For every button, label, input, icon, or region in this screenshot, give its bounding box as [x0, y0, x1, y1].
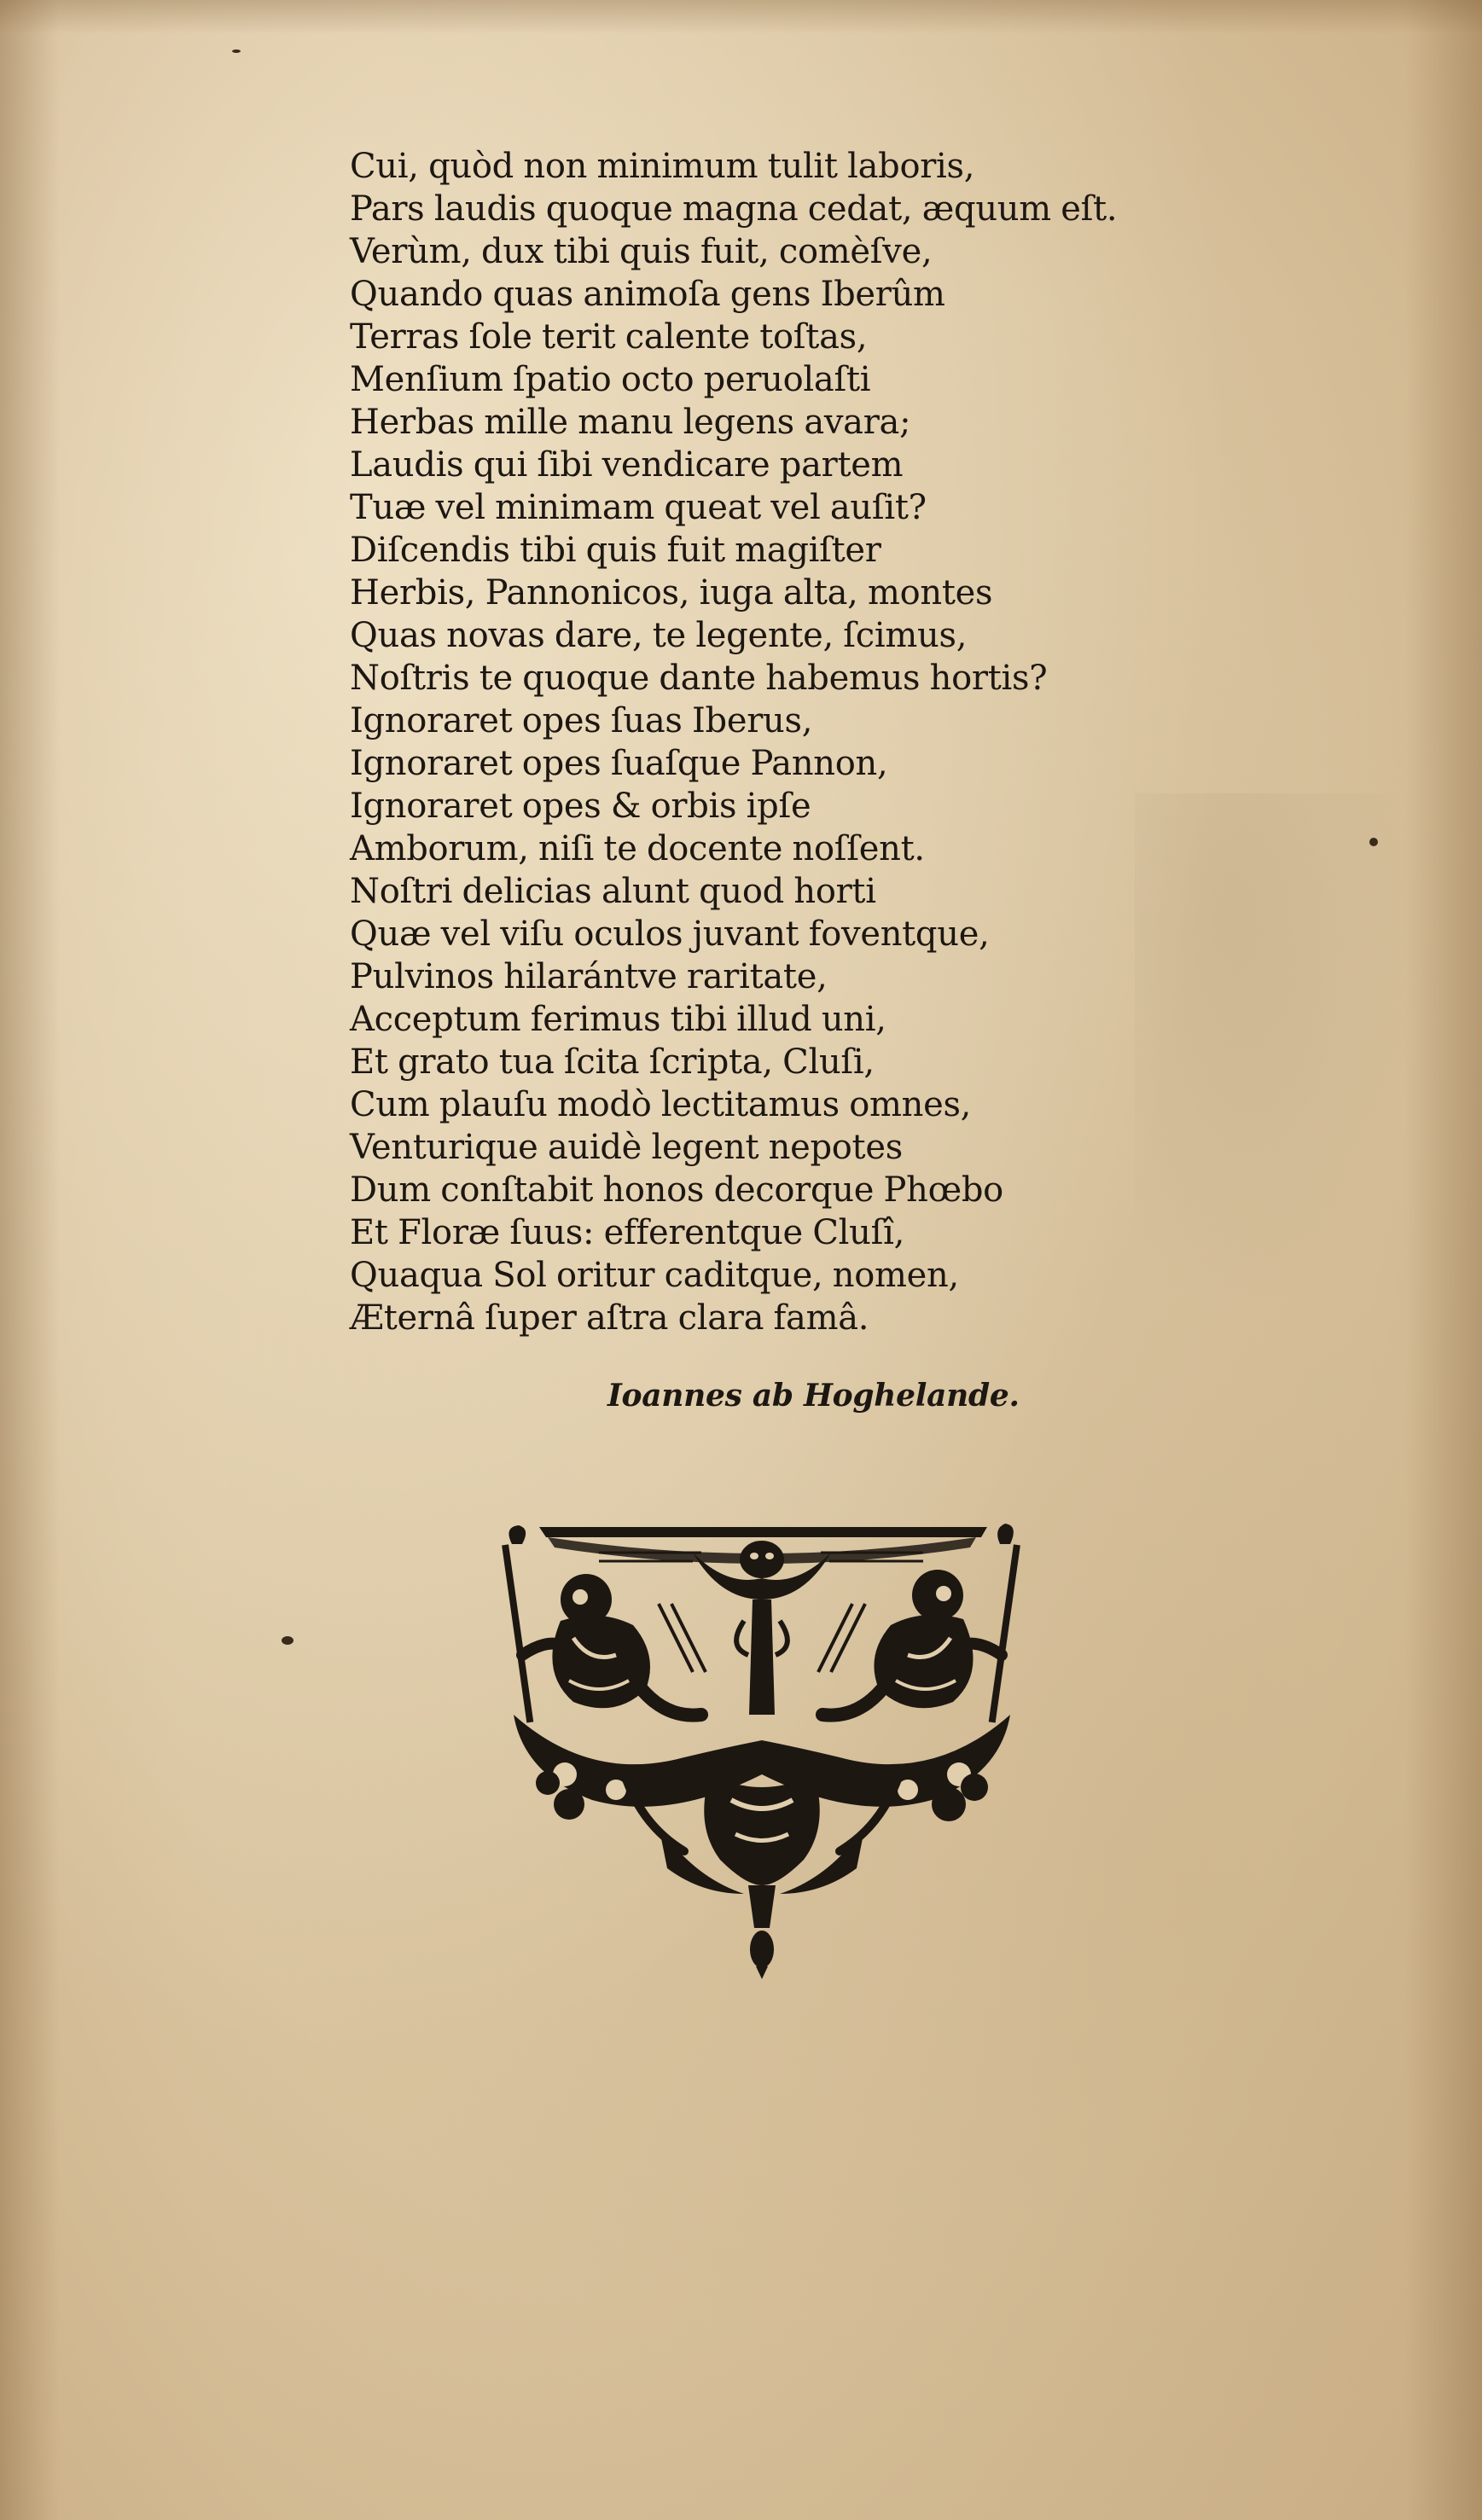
verse-line: Ignoraret opes ſuas Iberus, — [350, 701, 813, 740]
page-edge-shadow-top — [0, 0, 1482, 34]
verse-line: Terras ſole terit calente toſtas, — [350, 317, 868, 357]
verse-line: Noſtris te quoque dante habemus hortis? — [350, 659, 1048, 698]
verse-line: Cum plauſu modò lectitamus omnes, — [350, 1085, 972, 1124]
ink-speck — [282, 1636, 293, 1645]
verse-line: Et Floræ ſuus: efferentque Cluſî, — [350, 1213, 905, 1252]
verse-line: Æternâ ſuper aſtra clara famâ. — [350, 1298, 869, 1338]
verse-line: Menſium ſpatio octo peruolaſti — [350, 360, 871, 399]
verse-line: Cui, quòd non minimum tulit laboris, — [350, 147, 975, 186]
verse-line: Quas novas dare, te legente, ſcimus, — [350, 616, 968, 655]
author-signature: Ioannes ab Hoghelande. — [607, 1378, 1020, 1414]
verse-line: Ignoraret opes & orbis ipſe — [350, 787, 811, 826]
page-edge-shadow-left — [0, 0, 60, 2520]
verse-line: Pars laudis quoque magna cedat, æquum eſt. — [350, 189, 1118, 229]
verse-line: Quando quas animoſa gens Iberûm — [350, 275, 945, 314]
verse-line: Amborum, niſi te docente noſſent. — [350, 829, 925, 868]
woodcut-ornament-icon — [488, 1518, 1036, 1979]
verse-line: Pulvinos hilarántve raritate, — [350, 957, 828, 996]
verse-line: Herbas mille manu legens avara; — [350, 403, 911, 442]
verse-line: Acceptum ferimus tibi illud uni, — [350, 1000, 886, 1039]
verse-line: Quæ vel viſu oculos juvant foventque, — [350, 915, 990, 954]
verse-line: Diſcendis tibi quis fuit magiſter — [350, 531, 881, 570]
ink-speck — [232, 49, 241, 53]
verse-line: Herbis, Pannonicos, iuga alta, montes — [350, 573, 993, 613]
verse-line: Quaqua Sol oritur caditque, nomen, — [350, 1256, 959, 1295]
verse-line: Et grato tua ſcita ſcripta, Cluſi, — [350, 1042, 875, 1082]
verse-line: Tuæ vel minimam queat vel auſit? — [350, 488, 927, 527]
verse-line: Ignoraret opes ſuaſque Pannon, — [350, 744, 888, 783]
verse-line: Venturique auidè legent nepotes — [350, 1128, 903, 1167]
verse-poem — [350, 145, 1118, 1339]
verse-line: Verùm, dux tibi quis fuit, comèſve, — [350, 232, 933, 271]
verse-line: Noſtri delicias alunt quod horti — [350, 872, 876, 911]
ink-show-through — [1135, 793, 1459, 1391]
verse-line: Dum conſtabit honos decorque Phœbo — [350, 1170, 1003, 1210]
verse-line: Laudis qui ſibi vendicare partem — [350, 445, 904, 485]
ink-speck — [1369, 838, 1378, 846]
